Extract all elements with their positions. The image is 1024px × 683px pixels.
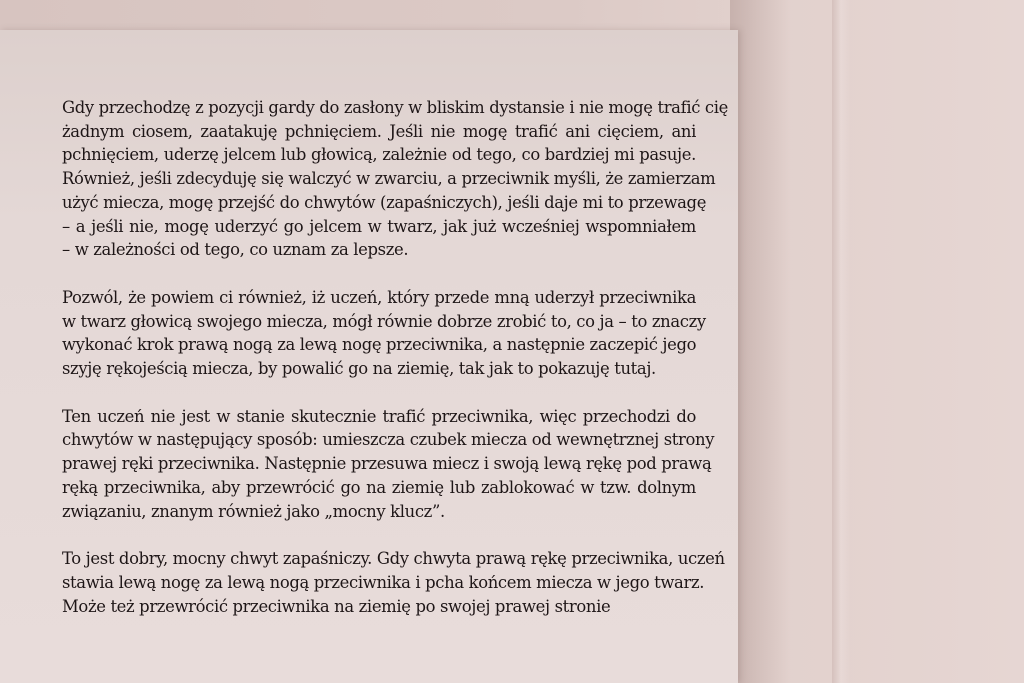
text-line: prawej ręki przeciwnika. Następnie przesuwa miecz i swoją lewą rękę pod prawą [62,454,712,474]
text-line: wykonać krok prawą nogą za lewą nogę przeciwnika, a następnie zaczepić jego [62,335,697,355]
text-line: w twarz głowicą swojego miecza, mógł równie dobrze zrobić to, co ja – to znaczy [62,311,706,331]
text-line: szyję rękojeścią miecza, by powalić go na ziemię, tak jak to pokazuję tutaj. [62,359,656,379]
exhibit-text-panel [0,30,738,683]
text-line: Ten uczeń nie jest w stanie skutecznie trafić przeciwnika, więc przechodzi do [62,406,696,426]
text-line: ręką przeciwnika, aby przewrócić go na ziemię lub zablokować w tzw. dolnym [62,477,696,497]
paragraph-1 [62,96,728,262]
text-line: żadnym ciosem, zaatakuję pchnięciem. Jeśli nie mogę trafić ani cięciem, ani [62,121,696,141]
text-line: – a jeśli nie, mogę uderzyć go jelcem w twarz, jak już wcześniej wspomniałem [62,216,696,236]
paragraph-2 [62,286,706,381]
text-line: – w zależności od tego, co uznam za lepsze. [62,240,409,260]
text-line: stawia lewą nogę za lewą nogą przeciwnika i pcha końcem miecza w jego twarz. [62,572,705,592]
text-line: chwytów w następujący sposób: umieszcza czubek miecza od wewnętrznej strony [62,430,715,450]
text-line: Również, jeśli zdecyduję się walczyć w zwarciu, a przeciwnik myśli, że zamierzam [62,169,716,189]
panel-shadow [730,0,790,683]
wall-corner [832,0,850,683]
text-line: To jest dobry, mocny chwyt zapaśniczy. Gdy chwyta prawą rękę przeciwnika, uczeń [62,549,725,569]
text-line: Może też przewrócić przeciwnika na ziemię po swojej prawej stronie [62,596,611,616]
text-line: użyć miecza, mogę przejść do chwytów (zapaśniczych), jeśli daje mi to przewagę [62,192,707,212]
text-line: związaniu, znanym również jako „mocny klucz”. [62,501,445,521]
panel-text [62,96,728,642]
text-line: Pozwól, że powiem ci również, iż uczeń, który przede mną uderzył przeciwnika [62,287,696,307]
text-line: Gdy przechodzę z pozycji gardy do zasłony w bliskim dystansie i nie mogę trafić cię [62,98,728,117]
text-line: pchnięciem, uderzę jelcem lub głowicą, zależnie od tego, co bardziej mi pasuje. [62,145,696,165]
paragraph-4 [62,547,725,618]
paragraph-3 [62,405,715,524]
